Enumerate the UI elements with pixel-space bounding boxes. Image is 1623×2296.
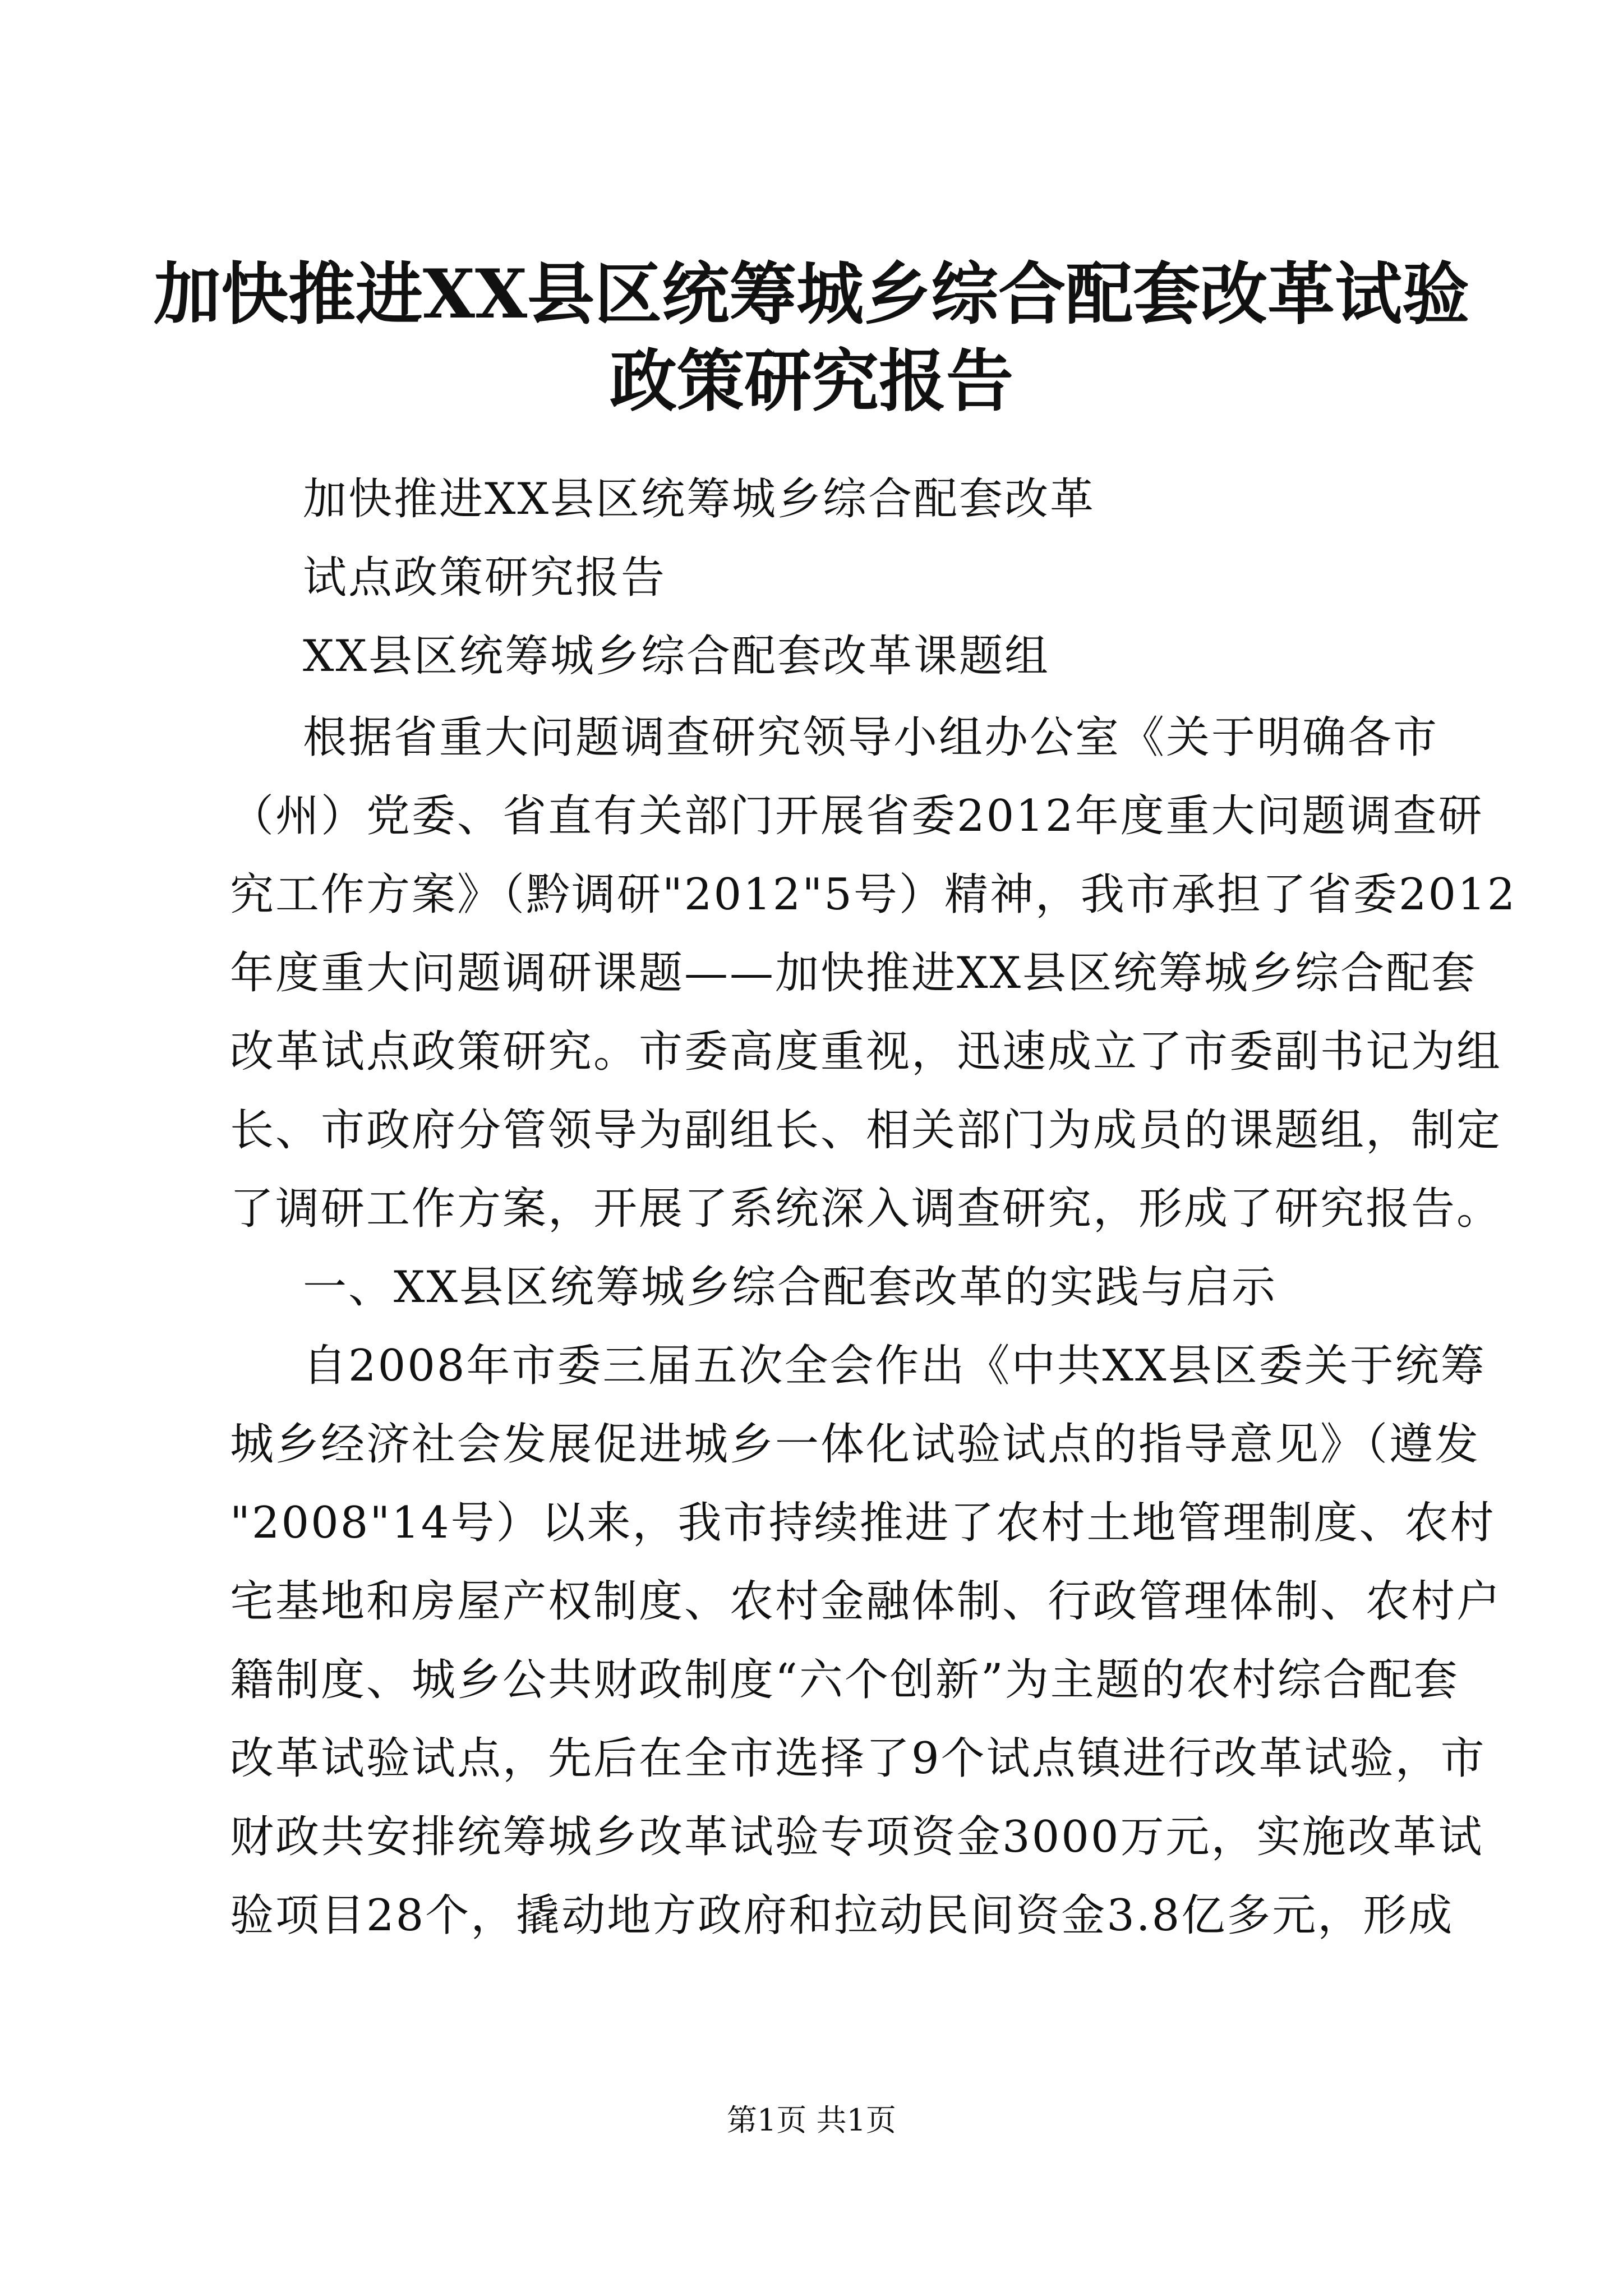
- body-text-line: 根据省重大问题调查研究领导小组办公室《关于明确各市: [303, 712, 1439, 763]
- body-text-line: 财政共安排统筹城乡改革试验专项资金3000万元，实施改革试: [230, 1812, 1484, 1862]
- body-text-line: 年度重大问题调研课题——加快推进XX县区统筹城乡综合配套: [230, 948, 1477, 999]
- document-title-line-2: 政策研究报告: [610, 342, 1013, 421]
- subtitle-line-2: 试点政策研究报告: [303, 553, 667, 603]
- body-text-line: 籍制度、城乡公共财政制度“六个创新”为主题的农村综合配套: [230, 1655, 1459, 1705]
- body-text-line: 了调研工作方案，开展了系统深入调查研究，形成了研究报告。: [230, 1184, 1502, 1234]
- body-text-line: 长、市政府分管领导为副组长、相关部门为成员的课题组，制定: [230, 1105, 1502, 1156]
- body-text-line: 验项目28个，撬动地方政府和拉动民间资金3.8亿多元，形成: [230, 1890, 1454, 1941]
- body-text-line: "2008"14号）以来，我市持续推进了农村土地管理制度、农村: [230, 1498, 1496, 1548]
- section-heading: 一、XX县区统筹城乡综合配套改革的实践与启示: [303, 1262, 1278, 1313]
- body-text-line: 城乡经济社会发展促进城乡一体化试验试点的指导意见》（遵发: [230, 1419, 1481, 1470]
- author-line: XX县区统筹城乡综合配套改革课题组: [303, 631, 1050, 682]
- body-text-line: （州）党委、省直有关部门开展省委2012年度重大问题调查研: [230, 791, 1484, 841]
- document-title-line-1: 加快推进XX县区统筹城乡综合配套改革试验: [153, 255, 1470, 334]
- body-text-line: 自2008年市委三届五次全会作出《中共XX县区委关于统筹: [303, 1341, 1486, 1391]
- body-text-line: 改革试点政策研究。市委高度重视，迅速成立了市委副书记为组: [230, 1027, 1502, 1077]
- subtitle-line-1: 加快推进XX县区统筹城乡综合配套改革: [303, 474, 1096, 524]
- body-text-line: 改革试验试点，先后在全市选择了9个试点镇进行改革试验，市: [230, 1733, 1486, 1784]
- body-text-line: 宅基地和房屋产权制度、农村金融体制、行政管理体制、农村户: [230, 1576, 1502, 1627]
- page-footer: 第1页 共1页: [727, 2102, 896, 2138]
- body-text-line: 究工作方案》（黔调研"2012"5号）精神，我市承担了省委2012: [230, 869, 1517, 920]
